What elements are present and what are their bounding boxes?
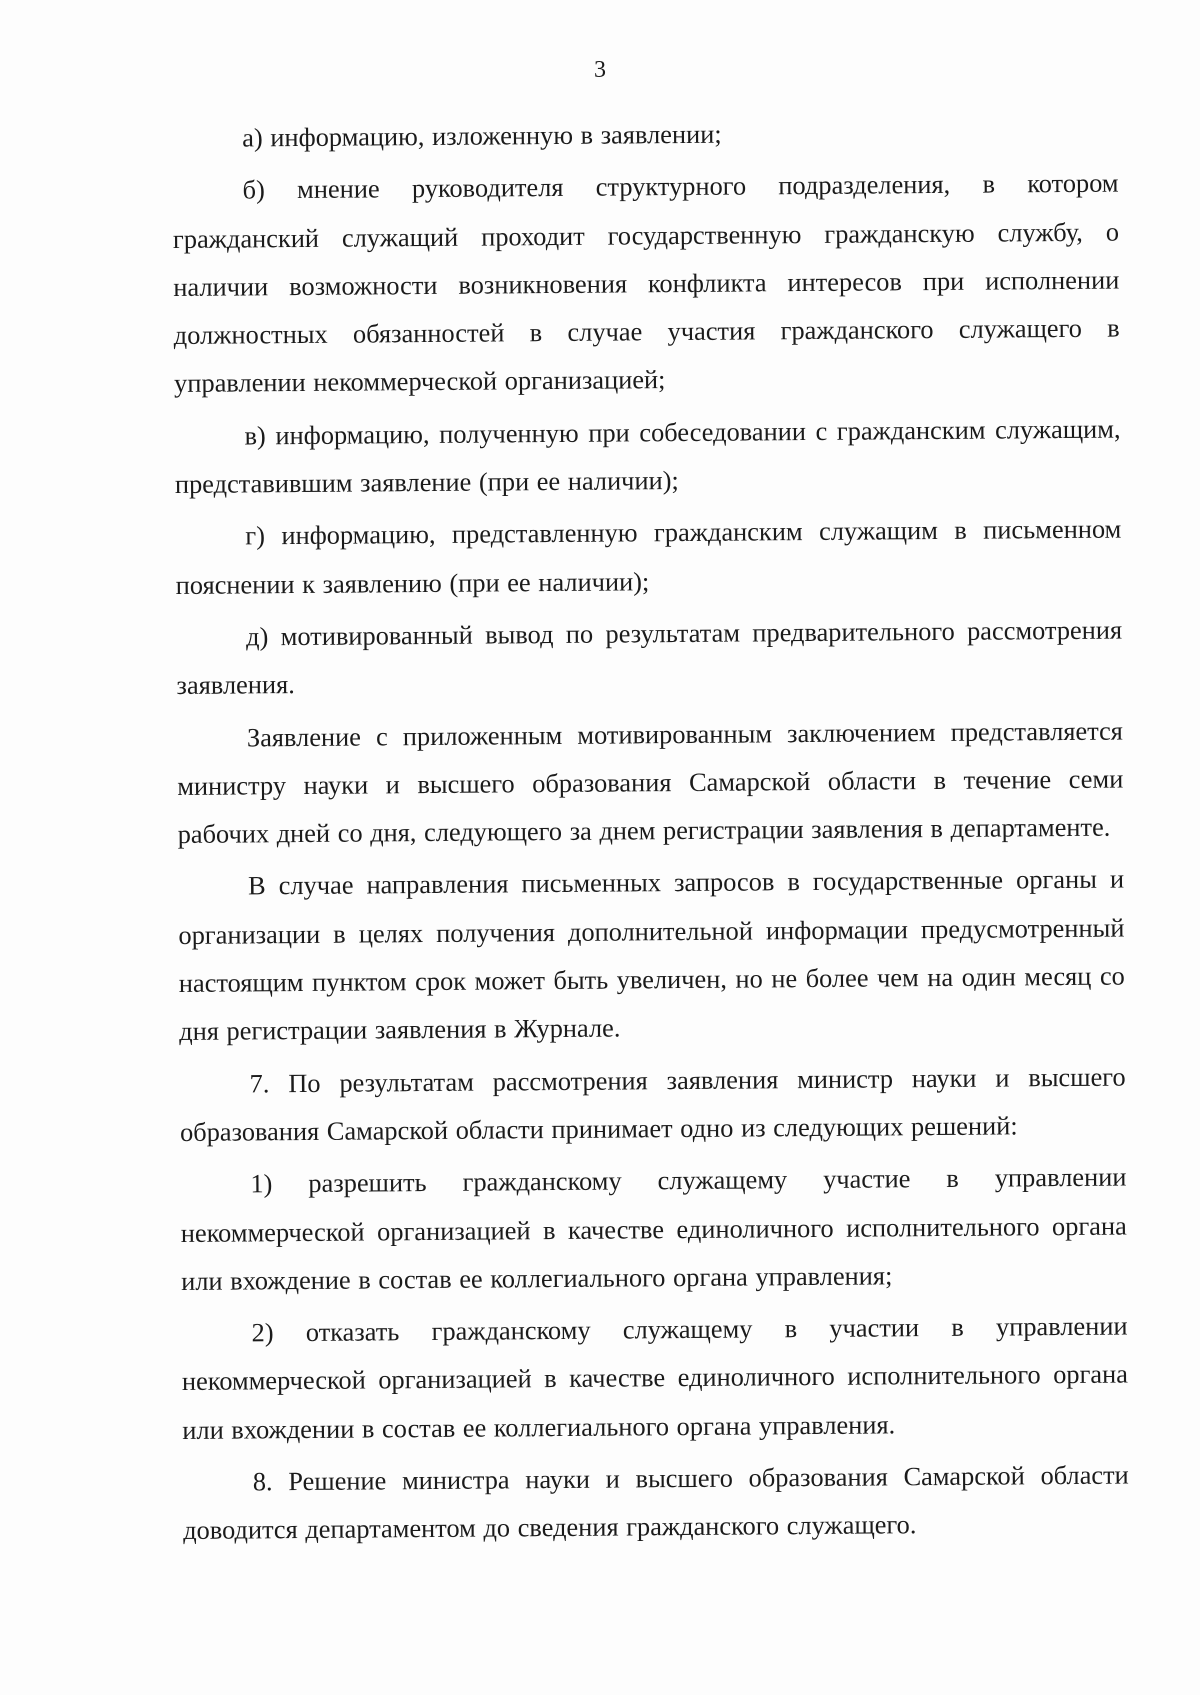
paragraph-a-statement-information: а) информацию, изложенную в заявлении; [242, 118, 722, 153]
paragraph-b-manager-opinion: б) мнение руководителя структурного подразделения, в котором гражданский служащий проходит государственную гражданскую службу, о наличии возможности возникновения конфликта интересов при исполнении должностных обязанностей в случае участия гражданского служащего в управлении некоммерческой организацией; [172, 167, 1120, 399]
paragraph-g-written-explanation: г) информацию, представленную гражданским служащим в письменном пояснении к заявлению (при ее наличии); [175, 513, 1122, 600]
paragraph-deadline-extension: В случае направления письменных запросов в государственные органы и организации в целях получения дополнительной информации предусмотренный настоящим пунктом срок может быть увеличен, но не более чем на один месяц со дня регистрации заявления в Журнале. [178, 864, 1125, 1047]
paragraph-7-decisions: 7. По результатам рассмотрения заявления министр науки и высшего образования Самарской области принимает одно из следующих решений: [179, 1061, 1126, 1147]
paragraph-7-2-refuse: 2) отказать гражданскому служащему в участии в управлении некоммерческой организацией в качестве единоличного исполнительного органа или вхождении в состав ее коллегиального органа управления. [181, 1310, 1129, 1445]
document-body [172, 107, 1129, 1559]
paragraph-v-interview-information: в) информацию, полученную при собеседовании с гражданским служащим, представившим заявление (при ее наличии); [174, 413, 1121, 500]
paragraph-submission-to-minister: Заявление с приложенным мотивированным заключением представляется министру науки и высшего образования Самарской области в течение семи рабочих дней со дня, следующего за днем регистрации заявления в департаменте. [177, 715, 1124, 850]
paragraph-d-reasoned-conclusion: д) мотивированный вывод по результатам предварительного рассмотрения заявления. [176, 614, 1123, 701]
paragraph-7-1-permit: 1) разрешить гражданскому служащему участие в управлении некоммерческой организацией в качестве единоличного исполнительного органа или вхождение в состав ее коллегиального органа управления; [180, 1161, 1127, 1296]
page-number: 3 [594, 57, 606, 83]
paragraph-8-notification: 8. Решение министра науки и высшего образования Самарской области доводится департаментом до сведения гражданского служащего. [183, 1459, 1129, 1546]
